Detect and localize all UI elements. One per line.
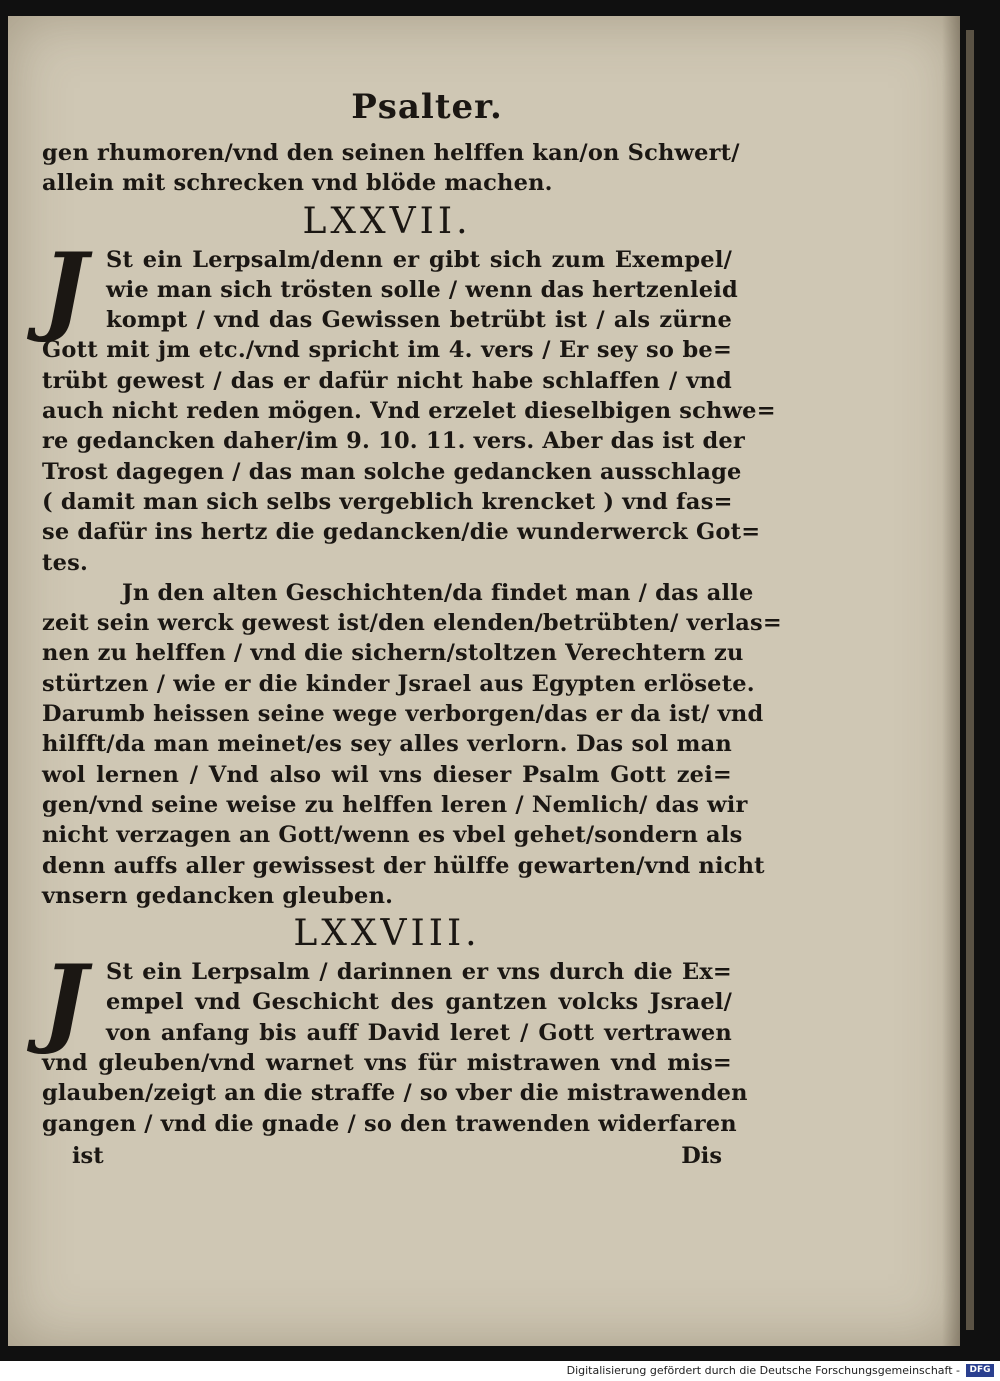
- text-line: kompt / vnd das Gewissen betrübt ist / als zürne: [106, 307, 732, 334]
- funding-credit: Digitalisierung gefördert durch die Deutsche Forschungsgemeinschaft -: [566, 1364, 960, 1377]
- catchword: Dis: [681, 1142, 722, 1169]
- text-line: nen zu helffen / vnd die sichern/stoltzen Verechtern zu: [42, 640, 744, 667]
- drop-cap-initial: J: [42, 944, 88, 1058]
- text-line: denn auffs aller gewissest der hülffe gewarten/vnd nicht: [42, 852, 765, 879]
- text-line: stürtzen / wie er die kinder Jsrael aus Egypten erlösete.: [42, 670, 755, 697]
- dfg-logo-icon: DFG: [966, 1364, 994, 1377]
- page-gutter-shadow: [942, 16, 960, 1346]
- text-line: empel vnd Geschicht des gantzen volcks Jsrael/: [106, 989, 732, 1016]
- text-line: Gott mit jm etc./vnd spricht im 4. vers / Er sey so be=: [42, 337, 732, 364]
- text-line: gangen / vnd die gnade / so den trawenden widerfaren: [42, 1110, 737, 1137]
- text-line: Trost dagegen / das man solche gedancken ausschlage: [42, 458, 742, 485]
- text-line: zeit sein werck gewest ist/den elenden/betrübten/ verlas=: [42, 610, 782, 637]
- text-line: wol lernen / Vnd also wil vns dieser Psalm Gott zei=: [42, 761, 732, 788]
- text-line: allein mit schrecken vnd blöde machen.: [42, 170, 553, 197]
- text-line: ( damit man sich selbs vergeblich krencket ) vnd fas=: [42, 488, 733, 515]
- line-end-word: ist: [72, 1142, 104, 1169]
- text-line: Jn den alten Geschichten/da findet man / das alle: [122, 579, 754, 606]
- text-line: St ein Lerpsalm/denn er gibt sich zum Exempel/: [106, 246, 732, 273]
- drop-cap-initial: J: [42, 231, 88, 345]
- text-line: se dafür ins hertz die gedancken/die wunderwerck Got=: [42, 519, 761, 546]
- text-line: St ein Lerpsalm / darinnen er vns durch die Ex=: [106, 959, 732, 986]
- page-text-block: [42, 76, 782, 1173]
- text-line: re gedancken daher/im 9. 10. 11. vers. Aber das ist der: [42, 428, 745, 455]
- text-line: gen/vnd seine weise zu helffen leren / Nemlich/ das wir: [42, 791, 748, 818]
- text-line: glauben/zeigt an die straffe / so vber die mistrawenden: [42, 1080, 748, 1107]
- footer-bar: [0, 1361, 1000, 1381]
- psalm-heading-78: LXXVIII.: [293, 913, 481, 955]
- text-line: vnsern gedancken gleuben.: [42, 882, 394, 909]
- text-line: vnd gleuben/vnd warnet vns für mistrawen vnd mis=: [42, 1050, 732, 1077]
- page-edge: [966, 30, 974, 1330]
- catchword-line: [42, 1139, 732, 1173]
- text-line: hilfft/da man meinet/es sey alles verlorn. Das sol man: [42, 731, 732, 758]
- psalm-77-second-paragraph: [42, 578, 782, 911]
- text-line: gen rhumoren/vnd den seinen helffen kan/on Schwert/: [42, 140, 740, 166]
- text-line: nicht verzagen an Gott/wenn es vbel gehet/sondern als: [42, 822, 743, 849]
- psalm-heading-77: LXXVII.: [302, 200, 472, 242]
- book-page: [8, 16, 960, 1346]
- text-line: tes.: [42, 549, 89, 576]
- text-line: trübt gewest / das er dafür nicht habe schlaffen / vnd: [42, 367, 732, 394]
- text-line: von anfang bis auff David leret / Gott vertrawen: [106, 1019, 732, 1046]
- intro-paragraph: [42, 138, 740, 199]
- text-line: wie man sich trösten solle / wenn das hertzenleid: [106, 276, 738, 303]
- psalm-77-paragraph: [42, 231, 776, 578]
- psalm-78-paragraph: [42, 944, 748, 1139]
- text-line: Darumb heissen seine wege verborgen/das er da ist/ vnd: [42, 701, 764, 728]
- running-head: Psalter.: [351, 87, 503, 127]
- text-line: auch nicht reden mögen. Vnd erzelet dieselbigen schwe=: [42, 398, 776, 425]
